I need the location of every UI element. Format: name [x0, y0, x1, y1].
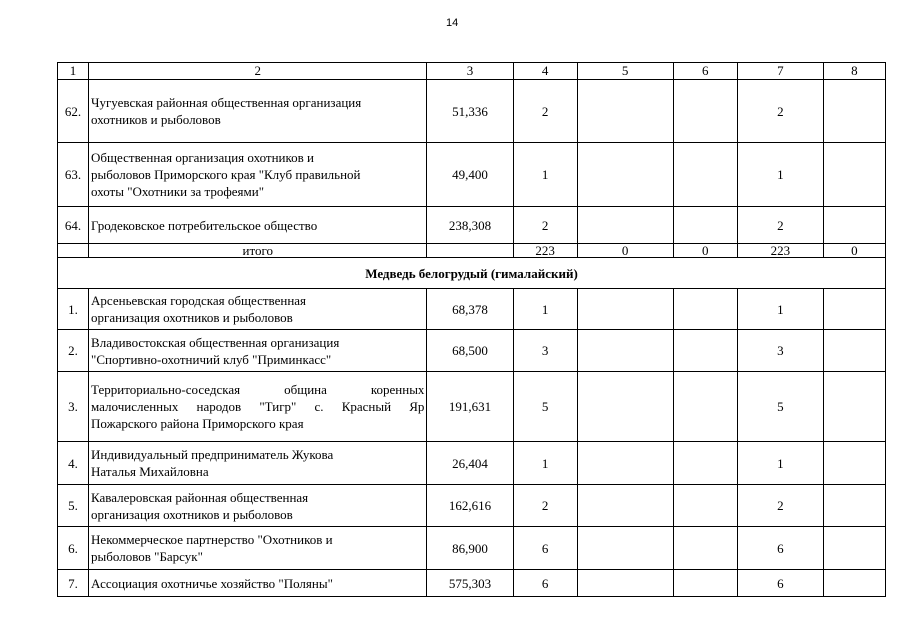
organization-name: [89, 289, 427, 330]
cell-c8: [823, 570, 885, 597]
row-number: 2.: [58, 330, 89, 372]
cell-c5: [577, 143, 673, 207]
column-header: 8: [823, 63, 885, 80]
section-row: [58, 258, 886, 289]
organization-name-line: охоты "Охотники за трофеями": [91, 184, 265, 199]
organization-name-line: охотников и рыболовов: [91, 112, 221, 127]
cell-c4: 5: [513, 372, 577, 442]
column-header: 5: [577, 63, 673, 80]
cell-c8: [823, 143, 885, 207]
column-header: 4: [513, 63, 577, 80]
table-row: [58, 372, 886, 442]
cell-c5: [577, 207, 673, 244]
cell-c7: 3: [737, 330, 823, 372]
total-label: итого: [89, 244, 427, 258]
cell-c6: [673, 80, 737, 143]
organization-name: [89, 527, 427, 570]
total-c3: [427, 244, 513, 258]
cell-c6: [673, 442, 737, 485]
organization-name-line: рыболовов Приморского края "Клуб правильной: [91, 167, 361, 182]
cell-c5: [577, 372, 673, 442]
cell-c5: [577, 330, 673, 372]
organization-name: [89, 485, 427, 527]
cell-c5: [577, 442, 673, 485]
organization-name-line: Чугуевская районная общественная организация: [91, 95, 362, 110]
table-row: [58, 330, 886, 372]
cell-c8: [823, 485, 885, 527]
row-number: 3.: [58, 372, 89, 442]
total-c8: 0: [823, 244, 885, 258]
cell-c3: 238,308: [427, 207, 513, 244]
cell-c7: 2: [737, 207, 823, 244]
column-header: 6: [673, 63, 737, 80]
cell-c5: [577, 570, 673, 597]
organization-name-line: Кавалеровская районная общественная: [91, 489, 309, 505]
row-number: 5.: [58, 485, 89, 527]
cell-c8: [823, 527, 885, 570]
cell-c4: 2: [513, 485, 577, 527]
cell-c5: [577, 289, 673, 330]
organization-name-line: "Спортивно-охотничий клуб "Приминкасс": [91, 351, 332, 367]
cell-c6: [673, 143, 737, 207]
cell-c4: 1: [513, 289, 577, 330]
cell-c5: [577, 80, 673, 143]
organization-name-line: Индивидуальный предприниматель Жукова: [91, 447, 334, 462]
cell-c4: 6: [513, 527, 577, 570]
cell-c5: [577, 527, 673, 570]
organization-name-line: Общественная организация охотников и: [91, 150, 315, 165]
column-header: 2: [89, 63, 427, 80]
organization-name-line: Гродековское потребительское общество: [91, 217, 318, 233]
table-row: [58, 143, 886, 207]
table-row: [58, 207, 886, 244]
table-row: [58, 442, 886, 485]
column-number-header-row: [58, 63, 886, 80]
cell-c3: 49,400: [427, 143, 513, 207]
total-c7: 223: [737, 244, 823, 258]
cell-c6: [673, 289, 737, 330]
organization-name-line: рыболовов "Барсук": [91, 549, 203, 564]
cell-c7: 6: [737, 570, 823, 597]
cell-c8: [823, 330, 885, 372]
cell-c4: 2: [513, 80, 577, 143]
table-row: [58, 485, 886, 527]
total-c4: 223: [513, 244, 577, 258]
column-header: 3: [427, 63, 513, 80]
table-row: [58, 570, 886, 597]
organization-name: [89, 80, 427, 143]
organization-name-line: Пожарского района Приморского края: [91, 416, 304, 431]
cell-c4: 3: [513, 330, 577, 372]
row-number: 4.: [58, 442, 89, 485]
organization-name-line: Владивостокская общественная организация: [91, 334, 340, 350]
organization-name-line: организация охотников и рыболовов: [91, 310, 293, 325]
organization-name-line: Арсеньевская городская общественная: [91, 293, 307, 308]
cell-c3: 68,378: [427, 289, 513, 330]
column-header: 1: [58, 63, 89, 80]
cell-c3: 68,500: [427, 330, 513, 372]
cell-c3: 191,631: [427, 372, 513, 442]
row-number: 62.: [58, 80, 89, 143]
cell-c6: [673, 330, 737, 372]
table-row: [58, 289, 886, 330]
organization-name-line: Ассоциация охотничье хозяйство "Поляны": [91, 575, 333, 591]
page-number: 14: [446, 17, 459, 29]
organization-name-line: Наталья Михайловна: [91, 464, 209, 479]
cell-c8: [823, 207, 885, 244]
row-number: 1.: [58, 289, 89, 330]
cell-c6: [673, 570, 737, 597]
cell-c4: 2: [513, 207, 577, 244]
organization-name: [89, 372, 427, 442]
cell-c7: 1: [737, 289, 823, 330]
cell-c5: [577, 485, 673, 527]
cell-c7: 1: [737, 442, 823, 485]
cell-c8: [823, 289, 885, 330]
cell-c4: 6: [513, 570, 577, 597]
hunting-quota-table: [57, 62, 886, 597]
row-number: 6.: [58, 527, 89, 570]
cell-c8: [823, 442, 885, 485]
cell-c7: 2: [737, 80, 823, 143]
cell-c7: 5: [737, 372, 823, 442]
section-title: Медведь белогрудый (гималайский): [58, 258, 886, 289]
column-header: 7: [737, 63, 823, 80]
table-row: [58, 527, 886, 570]
organization-name-line: Территориально-соседская община коренных: [91, 382, 425, 397]
cell-c8: [823, 80, 885, 143]
cell-c4: 1: [513, 442, 577, 485]
cell-c6: [673, 485, 737, 527]
total-empty-cell: [58, 244, 89, 258]
table-row: [58, 80, 886, 143]
total-c6: 0: [673, 244, 737, 258]
cell-c3: 51,336: [427, 80, 513, 143]
cell-c6: [673, 372, 737, 442]
organization-name: [89, 442, 427, 485]
total-row: [58, 244, 886, 258]
cell-c7: 2: [737, 485, 823, 527]
organization-name-line: организация охотников и рыболовов: [91, 506, 293, 522]
cell-c7: 1: [737, 143, 823, 207]
cell-c3: 575,303: [427, 570, 513, 597]
row-number: 7.: [58, 570, 89, 597]
cell-c3: 86,900: [427, 527, 513, 570]
row-number: 63.: [58, 143, 89, 207]
organization-name-line: малочисленных народов "Тигр" с. Красный Яр: [91, 399, 425, 414]
cell-c6: [673, 527, 737, 570]
cell-c8: [823, 372, 885, 442]
cell-c7: 6: [737, 527, 823, 570]
organization-name-line: Некоммерческое партнерство "Охотников и: [91, 532, 333, 547]
cell-c4: 1: [513, 143, 577, 207]
row-number: 64.: [58, 207, 89, 244]
total-c5: 0: [577, 244, 673, 258]
organization-name: [89, 570, 427, 597]
organization-name: [89, 143, 427, 207]
cell-c3: 26,404: [427, 442, 513, 485]
organization-name: [89, 207, 427, 244]
cell-c6: [673, 207, 737, 244]
organization-name: [89, 330, 427, 372]
cell-c3: 162,616: [427, 485, 513, 527]
